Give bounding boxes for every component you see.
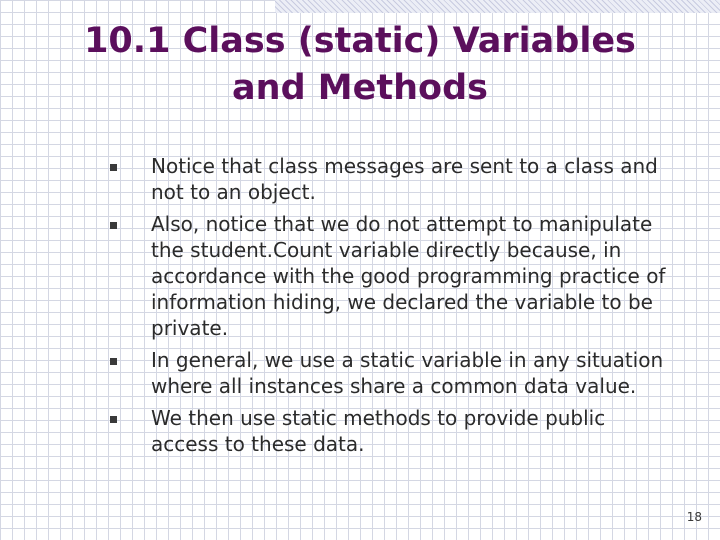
bullet-text: In general, we use a static variable in any situation where all instances share a common data value. (151, 348, 664, 398)
bullet-text: We then use static methods to provide public access to these data. (151, 406, 606, 456)
bullet-list (0, 153, 720, 463)
decorative-corner-band (275, 0, 720, 13)
square-bullet-icon (110, 222, 117, 229)
square-bullet-icon (110, 416, 117, 423)
bullet-text: Also, notice that we do not attempt to manipulate the student.Count variable directly because, in accordance with the good programming practice of information hiding, we declared the variable to be private. (151, 212, 666, 340)
bullet-item (0, 211, 671, 341)
page-number: 18 (686, 510, 702, 524)
slide-title-line-2: and Methods (232, 68, 488, 108)
bullet-item (0, 153, 671, 205)
bullet-text: Notice that class messages are sent to a class and not to an object. (151, 154, 658, 204)
bullet-item (0, 405, 671, 457)
slide-title (40, 18, 680, 112)
slide-title-line-1: 10.1 Class (static) Variables (84, 21, 636, 61)
square-bullet-icon (110, 164, 117, 171)
bullet-item (0, 347, 671, 399)
square-bullet-icon (110, 358, 117, 365)
